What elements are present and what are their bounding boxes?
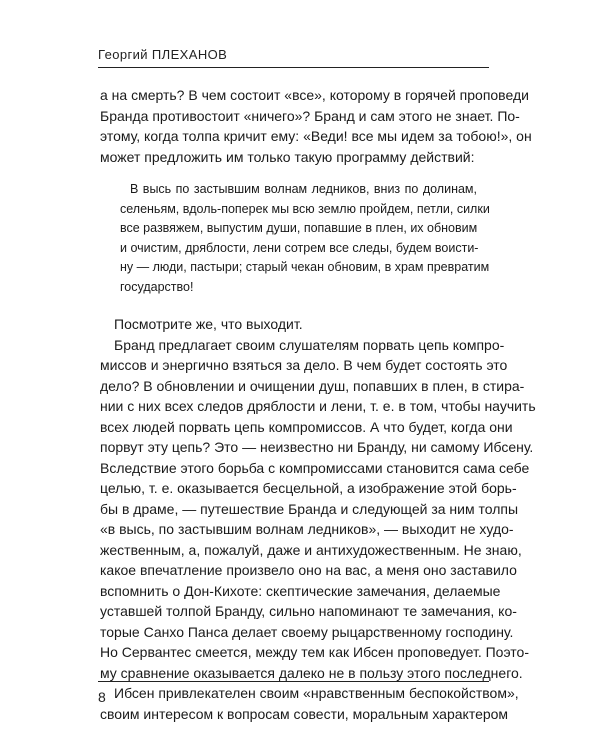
text-line: вспомнить о Дон-Кихоте: скептические замечания, делаемые [100,582,501,599]
text-line: всех людей порвать цепь компромиссов. А что будет, когда они [100,418,513,435]
paragraph-3 [100,683,519,724]
text-line: уставшей толпой Бранду, сильно напоминают те замечания, ко- [100,603,517,619]
header-rule [98,67,489,68]
quote-line: селеньям, вдоль-поперек мы всю землю пройдем, петли, силки [120,201,490,216]
text-line: может предложить им только такую программу действий: [100,148,475,165]
text-line: нии с них всех следов дряблости и лени, т. е. в том, чтобы научить [100,398,536,414]
text-line: му сравнение оказывается далеко не в пользу этого последнего. [100,664,523,681]
quote-line: государство! [120,279,194,294]
quote-line: и очистим, дряблости, лени сотрем все следы, будем воисти- [120,240,479,255]
page-body [100,85,536,724]
running-head-author: Георгий ПЛЕХАНОВ [98,47,228,62]
text-line: «в высь, по застывшим волнам ледников», — выходит не худо- [100,521,514,537]
text-line: целью, т. е. оказывается бесцельной, а изображение этой борь- [100,480,517,496]
text-line: жественным, а, пожалуй, даже и антихудожественным. Не знаю, [100,541,522,558]
text-line: а на смерть? В чем состоит «все», которому в горячей проповеди [100,87,529,103]
text-line: Но Сервантес смеется, между тем как Ибсен проповедует. Поэто- [100,644,529,660]
text-line: торые Санхо Панса делает своему рыцарственному господину. [100,623,514,640]
text-line: Бранд предлагает своим слушателям порвать цепь компро- [114,336,505,353]
paragraph-2 [100,335,536,684]
text-line: Ибсен привлекателен своим «нравственным беспокойством», [114,685,519,701]
verse-quote [120,180,490,297]
text-line: порвут эту цепь? Это — неизвестно ни Бранду, ни самому Ибсену. [100,439,534,455]
text-line: дело? В обновлении и очищении душ, попавших в плен, в стира- [100,377,525,394]
text-line: миссов и энергично взяться за дело. В чем будет состоять это [100,357,508,373]
footer-rule [98,681,489,682]
text-line: своим интересом к вопросам совести, моральным характером [100,705,509,722]
text-line: бы в драме, — путешествие Бранда и следующей за ним толпы [100,500,519,517]
text-line: Вследствие этого борьба с компромиссами становится сама себе [100,459,530,476]
text-line: Посмотрите же, что выходит. [114,316,303,332]
text-line: этому, когда толпа кричит ему: «Веди! все мы идем за тобою!», он [100,128,532,144]
quote-line: все развяжем, выпустим души, попавшие в плен, их обновим [120,221,478,235]
paragraph-1 [100,314,488,335]
quote-line: В высь по застывшим волнам ледников, вниз по долинам, [130,182,477,196]
intro-paragraph [100,85,532,167]
page-number: 8 [98,689,106,705]
text-line: какое впечатление произвело оно на вас, а меня оно заставило [100,562,517,578]
quote-line: ну — люди, пастыри; старый чекан обновим, в храм превратим [120,260,490,274]
text-line: Бранда противостоит «ничего»? Бранд и сам этого не знает. По- [100,107,520,124]
